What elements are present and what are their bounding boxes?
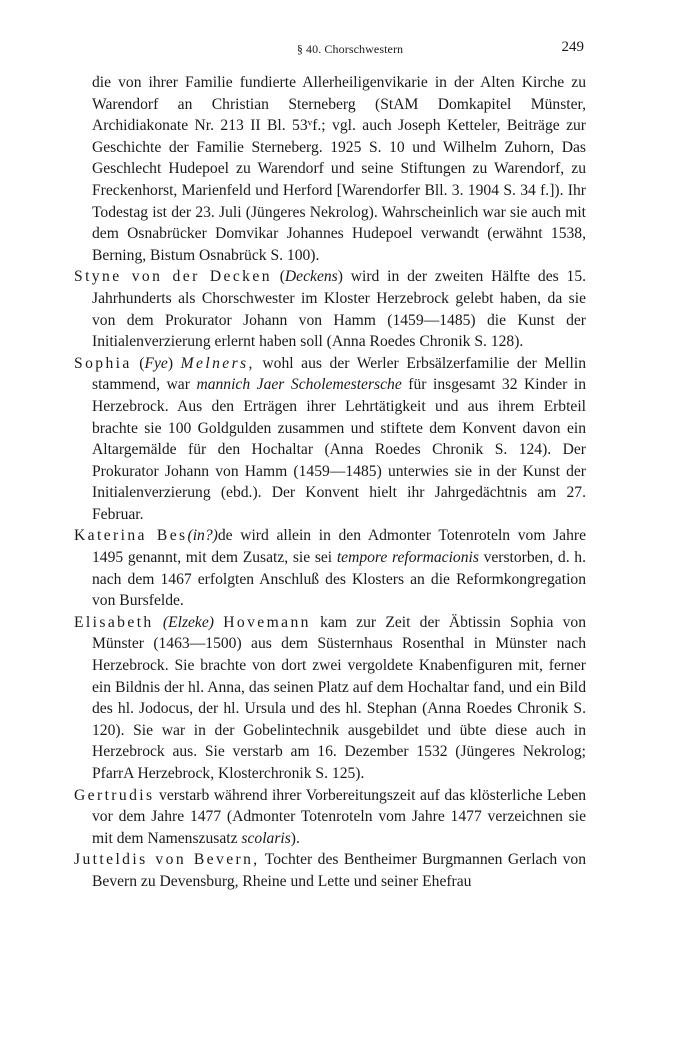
entry-name: Gertrudis	[74, 786, 155, 804]
entry-text: die von ihrer Familie fundierte Allerheiligenvikarie in der Alten Kirche zu Warendorf an Christian Sterneberg (StAM Domkapitel Münster, Archidiakonate Nr. 213 II Bl. 53ᵛf.; vgl. auch Joseph Ketteler, Beiträge zur Geschichte der Familie Sterneberg. 1925 S. 10 und Wilhelm Zuhorn, Das Geschlecht Hudepoel zu Warendorf und seine Stiftungen zu Warendorf, zu Freckenhorst, Marienfeld und Herford [Warendorfer Bll. 3. 1904 S. 34 f.]). Ihr Todestag ist der 23. Juli (Jüngeres Nekrolog). Wahrscheinlich war sie auch mit dem Osnabrücker Domvikar Johannes Hudepoel verwandt (erwähnt 1538, Berning, Bistum Osnabrück S. 100).	[92, 74, 586, 264]
entry-jutteldis-von-bevern	[74, 849, 586, 892]
page-number: 249	[561, 39, 584, 55]
entry-text: wird in der zweiten Hälfte des 15. Jahrhunderts als Chorschwester im Kloster Herzebrock gelebt haben, da sie von dem Prokurator Johann von Hamm (1459—1485) die Kunst der Initialenverzierung erlernt haben soll (Anna Roedes Chronik S. 128).	[92, 268, 587, 351]
entry-sophia-melners: Sophia (Fye) Melners, wohl aus der Werler Erbsälzerfamilie der Mellin stammend, war mannich Jaer Scholemestersche für insgesamt 32 Kinder in Herzebrock. Aus den Erträgen ihrer Lehrtätigkeit und aus ihrem Erbteil brachte sie 100 Goldgulden zusammen und stiftete dem Konvent davon ein Altargemälde für den Hochaltar (Anna Roedes Chronik S. 124). Der Prokurator Johann von Hamm (1459—1485) unterwies sie in der Kunst der Initialenverzierung (ebd.). Der Konvent hielt ihr Jahrgedächtnis am 27. Februar.	[74, 354, 586, 523]
entry-katerina-besinde	[74, 525, 586, 611]
entry-text-continued: verstorben, d. h. nach dem 1467 erfolgten Anschluß des Klosters an die Reformkongregation von Bursfelde.	[92, 549, 586, 610]
entry-name-end: de	[217, 527, 233, 545]
quoted-phrase: scolaris	[241, 829, 291, 847]
name-variant: Deckens	[284, 268, 338, 286]
quoted-phrase: tempore reformacionis	[336, 549, 479, 567]
body-text	[74, 72, 586, 893]
entry-name: Sophia	[74, 354, 132, 372]
entry-text-continued: für insgesamt 32 Kinder in Herzebrock. Aus den Erträgen ihrer Lehrtätigkeit und aus ihrem Erbteil brachte sie 100 Goldgulden zusammen und stiftete dem Konvent davon ein Altargemälde für den Hochaltar (Anna Roedes Chronik S. 124). Der Prokurator Johann von Hamm (1459—1485) unterwies sie in der Kunst der Initialenverzierung (ebd.). Der Konvent hielt ihr Jahrgedächtnis am 27. Februar.	[92, 376, 586, 523]
entry-surname: Melners,	[180, 354, 255, 372]
entry-name: Katerina Bes	[74, 527, 188, 545]
entry-surname: Hovemann	[223, 613, 311, 631]
running-head	[0, 38, 700, 60]
section-title: § 40. Chorschwestern	[296, 42, 404, 56]
entry-gertrudis	[74, 785, 586, 850]
entry-text: Tochter des Bentheimer Burgmannen Gerlach von Bevern zu Devensburg, Rheine und Lette und seiner Ehefrau	[92, 851, 587, 890]
entry-text: wird allein in den Admonter Totenroteln vom Jahre 1495 genannt, mit dem Zusatz, sie sei	[92, 527, 586, 567]
entry-elisabeth-hovemann	[74, 612, 586, 785]
entry-text: verstarb während ihrer Vorbereitungszeit auf das klösterliche Leben vor dem Jahre 1477 (Admonter Totenroteln vom Jahre 1477 verzeichnen sie mit dem Namenszusatz	[92, 786, 586, 847]
name-variant: (in?)	[187, 527, 218, 545]
entry-name: Elisabeth	[74, 613, 154, 631]
entry-name: Styne von der Decken	[74, 268, 272, 286]
entry-continuation	[74, 72, 586, 266]
entry-text: kam zur Zeit der Äbtissin Sophia von Münster (1463—1500) aus dem Süsternhaus Rosenthal in Münster nach Herzebrock. Sie brachte von dort zwei vergoldete Knabenfiguren mit, ferner ein Bildnis der hl. Anna, das seinen Platz auf dem Hochaltar fand, und ein Bild des hl. Jodocus, der hl. Ursula und des hl. Stephan (Anna Roedes Chronik S. 120). Sie war in der Gobelintechnik ausgebildet und übte diese auch in Herzebrock aus. Sie verstarb am 16. Dezember 1532 (Jüngeres Nekrolog; PfarrA Herzebrock, Klosterchronik S. 125).	[92, 613, 586, 782]
entry-name: Jutteldis von Bevern,	[74, 851, 260, 869]
quoted-phrase: mannich Jaer Scholemestersche	[196, 376, 402, 394]
entry-text-continued: ).	[290, 829, 300, 847]
name-variant: Fye	[144, 354, 168, 372]
name-variant: (Elzeke)	[162, 613, 214, 631]
entry-styne-von-der-decken: Styne von der Decken (Deckens) wird in der zweiten Hälfte des 15. Jahrhunderts als Chorschwester im Kloster Herzebrock gelebt haben, da sie von dem Prokurator Johann von Hamm (1459—1485) die Kunst der Initialenverzierung erlernt haben soll (Anna Roedes Chronik S. 128).	[74, 268, 587, 351]
entry-text: wohl aus der Werler Erbsälzerfamilie der Mellin stammend, war	[92, 354, 586, 394]
